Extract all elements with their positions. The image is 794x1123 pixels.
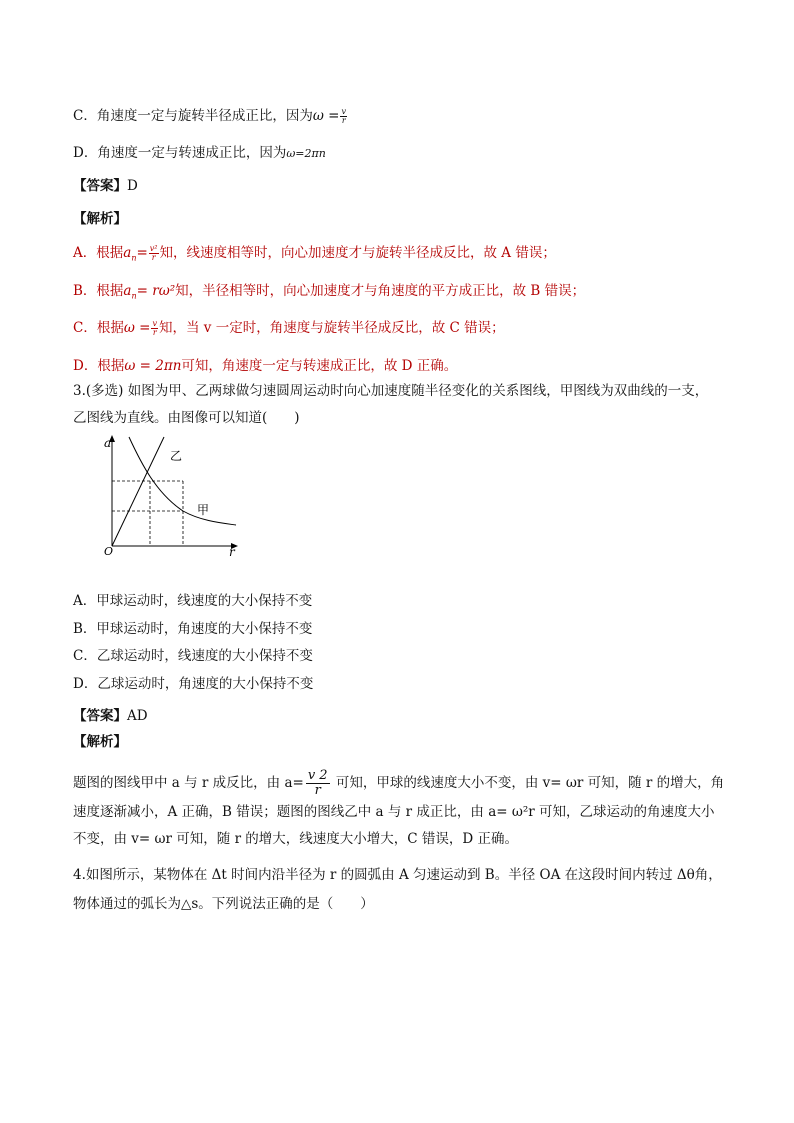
q3-option-d: D．乙球运动时，角速度的大小保持不变	[73, 676, 314, 692]
q3-fraction: $\frac{v 2}{r}$	[307, 768, 328, 798]
line-yi	[112, 437, 164, 546]
q3-analysis-heading: 【解析】	[73, 734, 127, 750]
q3-answer: 【答案】AD	[73, 708, 148, 724]
origin-label: O	[104, 545, 114, 558]
q3-explanation-2: 速度逐渐减小，A 正确，B 错误；题图的图线乙中 a 与 r 成正比，由 a= ω²r 可知，乙球运动的角速度大小	[73, 804, 715, 820]
q2-answer: 【答案】D	[73, 178, 138, 194]
q3-graph	[96, 433, 256, 558]
y-axis-label: a	[104, 436, 112, 450]
q2-c-fraction: $\frac{v}{r}$	[341, 107, 346, 125]
q2-option-d: D．角速度一定与转速成正比，因为ω=2πn	[73, 145, 326, 161]
q3-option-a: A．甲球运动时，线速度的大小保持不变	[73, 593, 313, 609]
q2-analysis-heading: 【解析】	[73, 211, 127, 227]
label-jia: 甲	[197, 503, 210, 517]
q4-stem-line-1: 4.如图所示，某物体在 Δt 时间内沿半径为 r 的圆弧由 A 匀速运动到 B。半径 OA 在这段时间内转过 Δθ角，	[73, 867, 722, 883]
q3-stem-line-2: 乙图线为直线。由图像可以知道( )	[73, 410, 300, 426]
q4-stem-line-2: 物体通过的弧长为△s。下列说法正确的是（ ）	[73, 896, 374, 912]
q2-analysis-d: D．根据ω = 2πn可知，角速度一定与转速成正比，故 D 正确。	[73, 358, 458, 374]
q3-explanation-1: 题图的图线甲中 a 与 r 成反比，由 a= $\frac{v 2}{r}$ 可知，甲球的线速度大小不变，由 v= ωr 可知，随 r 的增大，角	[73, 768, 725, 798]
q2-analysis-b: B．根据$a_n= r\omega^2$知，半径相等时，向心加速度才与角速度的平方成正比，故 B 错误；	[73, 283, 586, 301]
q2-analysis-a: A．根据$a_n=$ $\frac{\text{v²}}{r}$ 知，线速度相等时，向心加速度才与旋转半径成反比，故 A 错误；	[73, 244, 556, 263]
q3-option-c: C．乙球运动时，线速度的大小保持不变	[73, 648, 313, 664]
q3-option-b: B．甲球运动时，角速度的大小保持不变	[73, 621, 313, 637]
label-yi: 乙	[170, 449, 183, 463]
q2-c-analysis-fraction: $\frac{v}{r}$	[152, 319, 157, 337]
q3-explanation-3: 不变，由 v= ωr 可知，随 r 的增大，线速度大小增大，C 错误，D 正确。	[73, 831, 519, 847]
q2-a-fraction: $\frac{\text{v²}}{r}$	[149, 244, 158, 262]
q3-stem-line-1: 3.(多选) 如图为甲、乙两球做匀速圆周运动时向心加速度随半径变化的关系图线，甲图线为双曲线的一支，	[73, 383, 709, 399]
x-axis-label: r	[229, 545, 235, 558]
q2-analysis-c: C．根据ω = $\frac{v}{r}$ 知，当 v 一定时，角速度与旋转半径成反比，故 C 错误；	[73, 319, 505, 337]
q2-option-c: C．角速度一定与旋转半径成正比，因为ω = $\frac{v}{r}$	[73, 107, 346, 125]
